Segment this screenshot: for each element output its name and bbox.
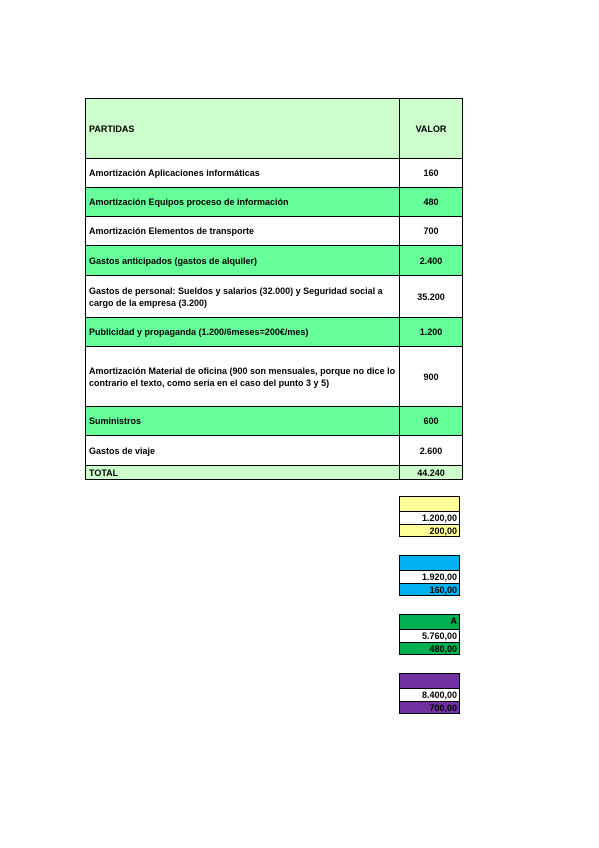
row-label: Amortización Equipos proceso de información <box>86 188 400 217</box>
row-label: Publicidad y propaganda (1.200/6meses=200€/mes) <box>86 318 400 347</box>
total-label: TOTAL <box>86 466 400 480</box>
row-label: Amortización Material de oficina (900 son mensuales, porque no dice lo contrario el texto, como sería en el caso del punto 3 y 5) <box>86 347 400 407</box>
mini-table-line2: 480,00 <box>399 642 460 655</box>
mini-table-head <box>399 555 460 570</box>
table-row <box>86 188 463 217</box>
row-value: 2.600 <box>400 436 463 466</box>
mini-table-head <box>399 673 460 688</box>
row-value: 700 <box>400 217 463 246</box>
row-label: Amortización Aplicaciones informáticas <box>86 159 400 188</box>
mini-table-line1: 1.920,00 <box>399 570 460 583</box>
table-row <box>86 347 463 407</box>
mini-table-line1: 1.200,00 <box>399 511 460 524</box>
mini-table-line2: 200,00 <box>399 524 460 537</box>
table-row <box>86 436 463 466</box>
mini-table-line1: 8.400,00 <box>399 688 460 701</box>
total-value: 44.240 <box>400 466 463 480</box>
mini-table-1 <box>399 496 460 537</box>
table-row <box>86 407 463 436</box>
mini-table-3 <box>399 614 460 655</box>
mini-table-head: A <box>399 614 460 629</box>
row-value: 160 <box>400 159 463 188</box>
row-label: Amortización Elementos de transporte <box>86 217 400 246</box>
table-row <box>86 217 463 246</box>
table-header-row <box>86 99 463 159</box>
table-row <box>86 318 463 347</box>
row-label: Gastos de viaje <box>86 436 400 466</box>
table-row <box>86 159 463 188</box>
mini-table-head <box>399 496 460 511</box>
mini-table-2 <box>399 555 460 596</box>
row-value: 900 <box>400 347 463 407</box>
row-value: 35.200 <box>400 276 463 318</box>
header-valor: VALOR <box>400 99 463 159</box>
mini-table-line2: 160,00 <box>399 583 460 596</box>
row-value: 600 <box>400 407 463 436</box>
table-row <box>86 276 463 318</box>
row-value: 2.400 <box>400 246 463 276</box>
mini-table-line1: 5.760,00 <box>399 629 460 642</box>
row-label: Gastos anticipados (gastos de alquiler) <box>86 246 400 276</box>
header-partidas: PARTIDAS <box>86 99 400 159</box>
row-label: Gastos de personal: Sueldos y salarios (32.000) y Seguridad social a cargo de la empresa (3.200) <box>86 276 400 318</box>
mini-table-line2: 700,00 <box>399 701 460 714</box>
row-label: Suministros <box>86 407 400 436</box>
row-value: 480 <box>400 188 463 217</box>
row-value: 1.200 <box>400 318 463 347</box>
table-row <box>86 246 463 276</box>
total-row <box>86 466 463 480</box>
partidas-table <box>85 98 463 480</box>
mini-table-4 <box>399 673 460 714</box>
